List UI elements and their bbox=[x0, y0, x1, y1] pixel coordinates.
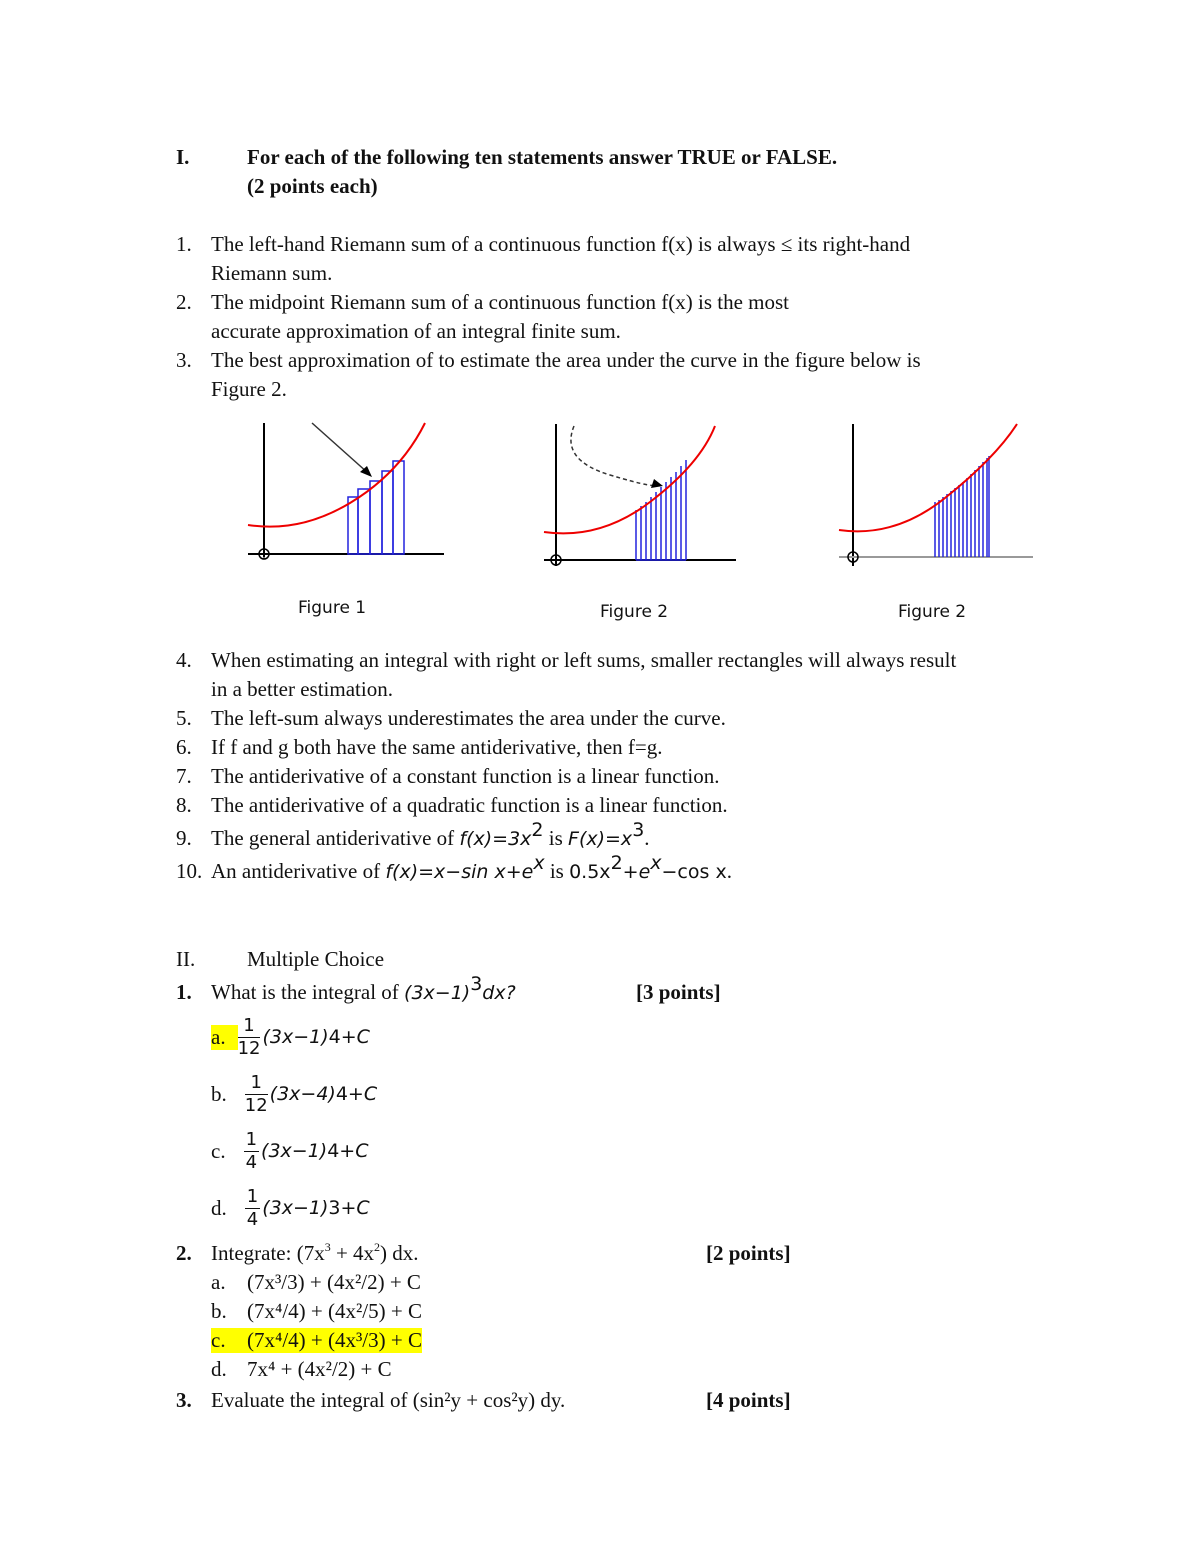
option-expr: (3x−1) bbox=[261, 1140, 328, 1162]
item-text: The antiderivative of a quadratic function is a linear function. bbox=[211, 793, 728, 817]
item-10-rhs3: −cos x bbox=[661, 861, 727, 883]
item-text: The midpoint Riemann sum of a continuous function f(x) is the most bbox=[211, 290, 790, 314]
question-1-number: 1. bbox=[176, 980, 192, 1004]
question-1-expr: (3x−1) bbox=[404, 982, 471, 1004]
option-fraction bbox=[245, 1186, 260, 1231]
option-expr: (3x−1) bbox=[262, 1026, 329, 1048]
option-label: b. bbox=[211, 1299, 227, 1323]
option-text: (7x³/3) + (4x²/2) + C bbox=[247, 1270, 421, 1294]
item-text: When estimating an integral with right or left sums, smaller rectangles will always result bbox=[211, 648, 957, 672]
item-number: 8. bbox=[176, 793, 192, 817]
question-2-points: [2 points] bbox=[706, 1241, 791, 1265]
fraction-denominator: 4 bbox=[245, 1151, 258, 1173]
item-10-text: An antiderivative of bbox=[211, 859, 381, 883]
option-constant: +C bbox=[340, 1197, 370, 1219]
item-number: 5. bbox=[176, 706, 192, 730]
fraction-numerator: 1 bbox=[246, 1185, 259, 1207]
item-text: If f and g both have the same antiderivative, then f=g. bbox=[211, 735, 663, 759]
option-label: c. bbox=[211, 1328, 226, 1352]
option-fraction bbox=[245, 1072, 268, 1117]
item-10-rhs2: +e bbox=[622, 861, 651, 883]
item-number: 4. bbox=[176, 648, 192, 672]
item-10-is: is bbox=[549, 859, 564, 883]
item-number: 1. bbox=[176, 232, 192, 256]
fraction-numerator: 1 bbox=[245, 1072, 268, 1095]
item-10-rhs: 0.5x bbox=[569, 861, 611, 883]
question-1-exp: 3 bbox=[470, 973, 483, 995]
option-label: a. bbox=[211, 1270, 226, 1294]
option-1d[interactable]: d. $\frac{1}{4}$ (3x−1) 3 +C bbox=[211, 1185, 370, 1230]
item-text: An antiderivative of f(x)=x−sin $x+e^x$ is $0.5x^2+e^x-\cos$ x. bbox=[211, 852, 732, 883]
question-1-dx: dx? bbox=[482, 982, 516, 1004]
item-text: in a better estimation. bbox=[211, 677, 393, 701]
option-2b[interactable] bbox=[211, 1299, 422, 1324]
item-number: 7. bbox=[176, 764, 192, 788]
item-number: 3. bbox=[176, 348, 192, 372]
item-number: 2. bbox=[176, 290, 192, 314]
option-constant: +C bbox=[347, 1083, 378, 1105]
item-9-text: The general antiderivative of bbox=[211, 826, 455, 850]
item-9-end: . bbox=[644, 826, 650, 850]
item-text: The left-hand Riemann sum of a continuous function f(x) is always ≤ its right-hand bbox=[211, 232, 911, 256]
fraction-numerator: 1 bbox=[245, 1128, 258, 1150]
question-2-part: + 4x bbox=[330, 1241, 375, 1265]
item-9-is: is bbox=[548, 826, 563, 850]
item-text: Figure 2. bbox=[211, 377, 287, 401]
fraction-numerator: 1 bbox=[238, 1015, 261, 1038]
option-constant: +C bbox=[339, 1140, 369, 1162]
fraction-denominator: 4 bbox=[246, 1208, 259, 1230]
question-1-points: [3 points] bbox=[636, 980, 721, 1004]
section-1-heading: For each of the following ten statements answer TRUE or FALSE. bbox=[247, 145, 838, 169]
fraction-denominator: 12 bbox=[237, 1037, 261, 1059]
item-text: The best approximation of to estimate the area under the curve in the figure below is bbox=[211, 348, 921, 372]
item-10-lhs: f(x)=x−sin x+e bbox=[385, 861, 534, 883]
option-label: c. bbox=[211, 1138, 226, 1163]
item-text: The general antiderivative of $f(x)=3x^2$ is $F(x)=x^3$. bbox=[211, 819, 650, 850]
item-number: 9. bbox=[176, 826, 192, 850]
item-text: The antiderivative of a constant function is a linear function. bbox=[211, 764, 720, 788]
question-1-text bbox=[211, 973, 516, 1005]
figure-3-graph bbox=[835, 420, 1040, 572]
option-fraction bbox=[238, 1015, 261, 1060]
section-2-heading: Multiple Choice bbox=[247, 947, 385, 971]
figure-1-caption: Figure 1 bbox=[298, 598, 367, 618]
option-constant: +C bbox=[340, 1026, 370, 1048]
item-9-lhs: f(x)=3x bbox=[459, 828, 532, 850]
question-3-points: [4 points] bbox=[706, 1388, 791, 1412]
item-number: 10. bbox=[176, 859, 203, 883]
item-text: Riemann sum. bbox=[211, 261, 333, 285]
question-2-part: ) dx. bbox=[380, 1241, 419, 1265]
figure-1-graph bbox=[240, 415, 450, 565]
question-2-text: Integrate: $(7x^3 + 4x^2)$ dx. bbox=[211, 1240, 419, 1265]
question-3-number: 3. bbox=[176, 1388, 192, 1412]
figure-3-caption: Figure 2 bbox=[898, 602, 967, 622]
figure-2-caption: Figure 2 bbox=[600, 602, 669, 622]
option-2c[interactable] bbox=[211, 1328, 422, 1353]
option-text: 7x⁴ + (4x²/2) + C bbox=[247, 1357, 392, 1381]
option-text: (7x⁴/4) + (4x²/5) + C bbox=[247, 1299, 422, 1323]
option-1c[interactable]: c. $\frac{1}{4}$ (3x−1) 4 +C bbox=[211, 1128, 369, 1173]
option-1a[interactable]: a. $\frac{1}{12}$ (3x−1) 4 +C bbox=[211, 1014, 370, 1059]
option-label: a. bbox=[211, 1025, 238, 1050]
question-2-number: 2. bbox=[176, 1241, 192, 1265]
option-text: (7x⁴/4) + (4x³/3) + C bbox=[247, 1328, 422, 1352]
option-expr: (3x−4) bbox=[269, 1083, 336, 1105]
item-9-rhs: F(x)=x bbox=[568, 828, 633, 850]
question-1-prompt: What is the integral of bbox=[211, 980, 399, 1004]
section-2-numeral: II. bbox=[176, 947, 196, 971]
option-expr: (3x−1) bbox=[262, 1197, 329, 1219]
item-10-end: . bbox=[726, 859, 732, 883]
option-2d[interactable] bbox=[211, 1357, 392, 1382]
question-3-text: Evaluate the integral of (sin²y + cos²y) dy. bbox=[211, 1388, 566, 1412]
option-fraction bbox=[244, 1129, 259, 1174]
option-2a[interactable] bbox=[211, 1270, 421, 1295]
option-label: b. bbox=[211, 1081, 227, 1106]
figure-2-graph bbox=[540, 420, 740, 572]
fraction-denominator: 12 bbox=[244, 1094, 268, 1116]
question-2-prompt: Integrate: (7x bbox=[211, 1241, 325, 1265]
section-1-numeral: I. bbox=[176, 145, 190, 169]
item-text: accurate approximation of an integral finite sum. bbox=[211, 319, 621, 343]
item-text: The left-sum always underestimates the area under the curve. bbox=[211, 706, 726, 730]
item-number: 6. bbox=[176, 735, 192, 759]
section-1-points: (2 points each) bbox=[247, 174, 378, 198]
option-label: d. bbox=[211, 1195, 227, 1220]
option-label: d. bbox=[211, 1357, 227, 1381]
option-1b[interactable]: b. $\frac{1}{12}$ (3x−4) 4 +C bbox=[211, 1071, 378, 1116]
